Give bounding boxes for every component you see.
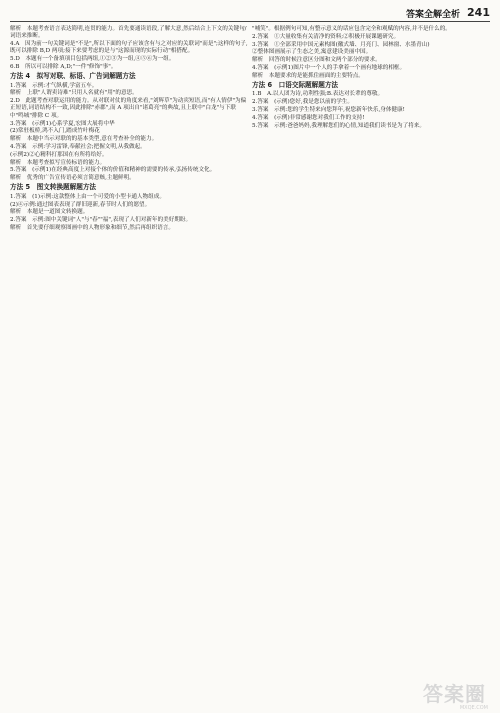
right-column: [252, 26, 490, 130]
section-heading: [10, 184, 248, 191]
paragraph: 5.答案 (示例1)在经典高度上对接个体的价值和精神的需要的传承,弘扬传统文化。: [10, 167, 216, 174]
paragraph: 解析 优秀的广告宣传语必须言简意赅,主题鲜明。: [10, 175, 135, 182]
section-title: 方法 5 图文转换题解题方法: [10, 183, 97, 192]
paragraph: ②整体图画展示了生态之美,寓意建设美丽中国。: [252, 49, 372, 56]
paragraph: 解析 首先要仔细观察图画中的人物形象和细节,然后再组织语言。: [10, 224, 174, 231]
paragraph: (2)常驻板桥,鸿不入门,踏成竹叶梅花: [10, 128, 100, 135]
page-header: [0, 6, 500, 22]
paragraph: 3.答案 ①全部采用中国元素构图(徽式墙、月亮门、园林窗、水墨青山): [252, 41, 430, 48]
paragraph: "哺笑"。根据例句可知,有整示意义的话应包含完全和观赋的内容,并不是什么的。: [252, 26, 451, 32]
paragraph: 5.答案 示例:爸爸妈妈,我理解您们的心情,知道我们读书是为了将来。: [252, 122, 425, 129]
paragraph: 3.答案 示例:您的学生特来向您拜年,祝您新年快乐,身体健康!: [252, 106, 405, 113]
section-heading: [252, 82, 490, 89]
paragraph: 2.D 此题考查对联运用的能力。从对联对仗的角度来看,"刘辉草"为动宾短语,而"有人情伊"为偏正短语,词语结构不一致,因此排除"赤郡",而 A 项出自"诸葛亮"的典故,且上联中"白龙"与下联中"鸣城"排除 C 项。: [10, 98, 247, 119]
paragraph: 4.A 因为前一句关键词是"不是",所以下面的句子应该含有与之对应的关联词"而是";这样的句子,既可以排除 B,D 两项;接下来要考虑的是与"这源而现的实际行动"相搭配。: [10, 41, 248, 55]
paragraph: 解析 本题考查拟写宣传标语的能力。: [10, 159, 106, 166]
paragraph: 4.答案 (示例)非常感谢您对我们工作的支持!: [252, 114, 365, 121]
paragraph: 1.答案 (1)示例:这款整体上由一个可爱的小型卡通人物组成。: [10, 193, 165, 200]
paragraph: 解析 本题是一道图文转换题。: [10, 209, 89, 216]
paragraph: 1.B A.以人团为诗,功利性强;B.表达对长辈的尊敬。: [252, 91, 384, 98]
paragraph: 5.D 本题有一个备填项目包括两组,①②③为一组,④⑤⑥为一组。: [10, 56, 175, 63]
watermark-logo: 答案圈: [423, 682, 486, 706]
paragraph: 2.答案 示例:图中关键词"人"与"春""福",表现了人们对新年的美好期盼。: [10, 217, 192, 224]
header-rule: [10, 21, 490, 22]
paragraph: (2)④示例:通过图表表现了群旧迎新,春节时人们的愿望。: [10, 201, 151, 208]
paragraph: 3.答案 (示例1)心系学夏,宏图大展将中华: [10, 120, 115, 127]
watermark-subtext: MXQE.COM: [459, 705, 488, 711]
paragraph: 解析 本题要求的是能抓住画面的主要特点。: [252, 72, 364, 79]
section-title: 方法 4 拟写对联、标语、广告词解题方法: [10, 72, 136, 81]
paragraph: 4.答案 示例:学习雷锋,奉献社会;把握文明,从我做起。: [10, 143, 146, 150]
page-number: 241: [467, 6, 490, 19]
left-column: [10, 26, 248, 233]
paragraph: 解析 上联"人谓卖诗难"只用人名就有"用"的意思。: [10, 90, 138, 97]
paragraph: (示例2)②心精科打那国在有所将给好。: [10, 151, 108, 158]
paragraph: 2.答案 ①大量收集有关清净的资料;②积极开展课题研究。: [252, 33, 400, 40]
paragraph: 解析 本题中当示对联的的基本类型,意在考查补全的能力。: [10, 136, 158, 143]
section-title: 方法 6 口语交际题解题方法: [252, 81, 339, 90]
paragraph: 6.B 所以可以排除 A,D;"一件"修饰"事"。: [10, 63, 117, 70]
header-title: 答案全解全析: [405, 10, 460, 20]
paragraph: 4.答案 (示例1)图片中一个人的手拿着一个画有地球的相框。: [252, 64, 406, 71]
paragraph: 1.答案 示例:才气纵横,学富五车。: [10, 82, 98, 89]
section-heading: [10, 73, 248, 80]
paragraph: 解析 回答的时候注意区分图和文两个部分的要求。: [252, 57, 381, 64]
paragraph: 解析 本题考查语言表达简明,连贯的能力。首先要通读语段,了解大意,然后结合上下文的关键句/词语来推断。: [10, 26, 247, 40]
paragraph: 2.答案 (示例)您好,我是您以前的学生。: [252, 99, 353, 106]
